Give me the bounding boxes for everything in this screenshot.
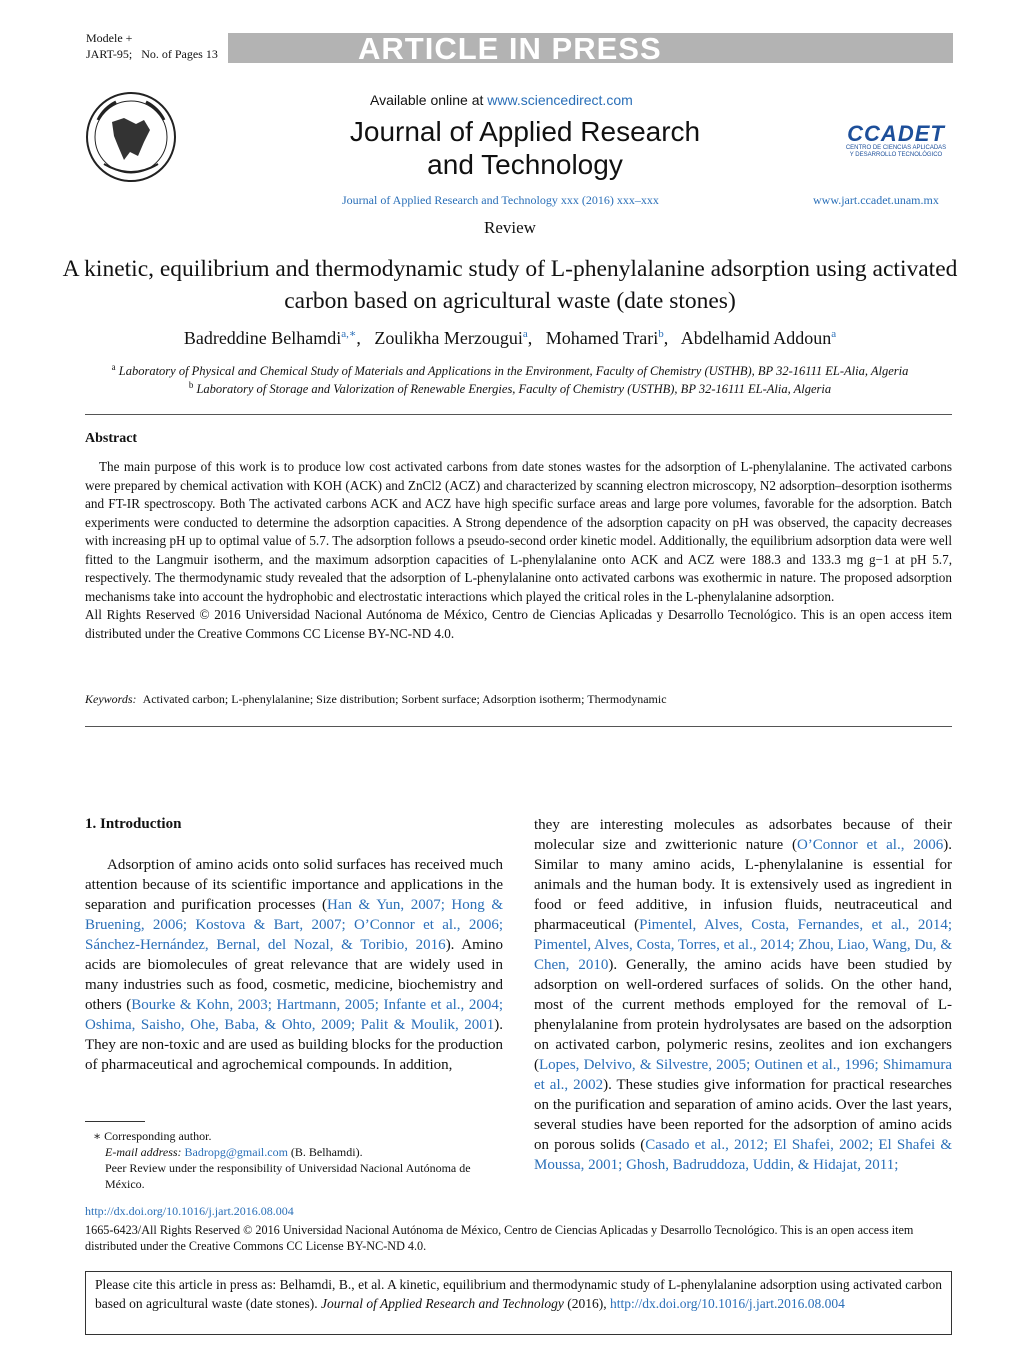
text-run: ). Generally, the amino acids have been studied by adsorption on well-ordered surfaces of solids. On the other hand, most of the current methods employed for the removal of L-phenylalanine from protein hydrolysates are based on the adsorption on activated carbon, polymeric resins, zeolites and ion exchangers ( [534,957,952,1073]
journal-citation: Journal of Applied Research and Technology xxx (2016) xxx–xxx [342,193,659,207]
cite-journal: Journal of Applied Research and Technology [321,1296,564,1311]
abstract-body [85,458,952,643]
author-name: Badreddine Belhamdi [183,328,342,348]
ccadet-subtitle-1: CENTRO DE CIENCIAS APLICADAS [845,145,947,151]
affiliation-marker: b [188,380,194,390]
citation-link[interactable]: Han & Yun, 2007; Hong & Bruening, 2006; Kostova & Bart, 2007; O’Connor et al., 2006; Sánchez-Hernández, Bernal, del Nozal, & Toribio, 2016 [85,897,503,953]
email-owner: (B. Belhamdi). [287,1145,363,1159]
available-online [370,92,633,108]
text-run: they are interesting molecules as adsorbates because of their molecular size and zwitterionic nature ( [534,817,952,853]
unam-logo [84,90,178,184]
intro-paragraph [85,855,503,1075]
article-title: A kinetic, equilibrium and thermodynamic study of L-phenylalanine adsorption using activated carbon based on agricultural waste (date stones) [62,256,958,314]
banner-text: ARTICLE IN PRESS [358,31,662,66]
author-list: Badreddine Belhamdi$^{a,∗}$, Zoulikha Merzougui$^a$, Mohamed Trari$^b$, Abdelhamid Addoun$^a$ [183,328,837,348]
pages-label: No. of Pages 13 [141,47,218,61]
intro-column-left [85,855,503,1075]
available-prefix: Available online at [370,92,488,108]
citation-link[interactable]: O’Connor et al., 2006 [796,837,944,853]
cite-year: (2016), [563,1296,607,1311]
abstract-text: The main purpose of this work is to produce low cost activated carbons from date stones wastes for the adsorption of L-phenylalanine. The activated carbons were prepared by chemical activation with KOH (ACK) and ZnCl2 (ACZ) and characterized by scanning electron microscopy, N2 adsorption–desorption isotherms and FT-IR spectroscopy. Both The activated carbons ACK and ACZ have high specific surface areas and large pore volumes, favorable for the adsorption. Batch experiments were conducted to determine the adsorption capacities. A Strong dependence of the adsorption capacity on pH was observed, the capacity decreases with increasing pH up to optimal value of 5.7. The adsorption follows a pseudo-second order kinetic model. Additionally, the equilibrium adsorption data were well fitted to the Langmuir isotherm, and the maximum adsorption capacities of L-phenylalanine onto ACK and ACZ were 188.3 and 133.3 mg g−1 at pH 5.7, respectively. The thermodynamic study revealed that the adsorption of L-phenylalanine onto activated carbons was exothermic in nature. The proposed adsorption mechanisms take into account the hydrophobic and electrostatic interactions which played the critical roles in the L-phenylalanine adsorption. [85,459,952,604]
text-run: Adsorption of amino acids onto solid surfaces has received much attention because of its scientific importance and applications in the separation and purification processes ( [85,857,503,913]
text-run: ). Amino acids are biomolecules of great relevance that are widely used in many industries such as food, cosmetic, medicine, biochemistry and others ( [85,937,503,1013]
peer-review-note: Peer Review under the responsibility of Universidad Nacional Autónoma de México. [105,1161,471,1191]
keywords [85,692,952,707]
text-run: ). Similar to many amino acids, L-phenylalanine is essential for animals and the human body. It is extensively used as ingredient in food or feed additive, in infusion fluids, neutraceutical and pharmaceutical ( [534,837,952,933]
email-link[interactable]: Badropg@gmail.com [184,1145,288,1159]
text-run: ). These studies give information for practical researches on the purification and separation of amino acids. Over the last years, several studies have been reported for the adsorption of amino acids on porous solids ( [534,1077,952,1153]
citation-link[interactable]: Bourke & Kohn, 2003; Hartmann, 2005; Infante et al., 2004; Oshima, Saisho, Ohe, Baba, & Ohto, 2009; Palit & Moulik, 2001 [85,997,504,1033]
footnotes [85,1128,503,1192]
article-in-press-banner [228,31,953,66]
citation-link[interactable]: Lopes, Delvivo, & Silvestre, 2005; Outinen et al., 1996; Shimamura et al., 2002 [534,1057,952,1093]
ccadet-wordmark: CCADET [847,121,945,146]
ccadet-logo [838,123,954,159]
section-heading: 1. Introduction [85,816,182,832]
citation-link[interactable]: Casado et al., 2012; El Shafei, 2002; El Shafei & Moussa, 2001; Ghosh, Badruddoza, Uddin, & Hidajat, 2011; [534,1137,952,1173]
keywords-list: Activated carbon; L-phenylalanine; Size distribution; Sorbent surface; Adsorption isotherm; Thermodynamic [142,692,667,706]
journal-title: Journal of Applied Research and Technology [349,116,701,180]
author-affil-sup[interactable]: b [658,328,664,340]
corresponding-author: ∗ Corresponding author. [93,1129,212,1143]
email-line [85,1144,503,1160]
divider [85,414,952,415]
article-type: Review [484,218,536,237]
manuscript-info [86,30,218,62]
affiliation-a [60,362,960,379]
model-label: Modele + [86,31,133,45]
citation-link[interactable]: Pimentel, Alves, Costa, Fernandes, et al., 2014; Pimentel, Alves, Costa, Torres, et al., 2014; Zhou, Liao, Wang, Du, & Chen, 2010 [534,917,952,973]
author-affil-sup[interactable]: a [831,328,837,340]
citation-box [85,1271,952,1335]
author-name: Mohamed Trari [545,328,659,348]
author-name: Zoulikha Merzougui [374,328,523,348]
affiliation-text: Laboratory of Storage and Valorization of Renewable Energies, Faculty of Chemistry (USTHB), BP 32-16111 EL-Alia, Algeria [196,382,832,397]
affiliation-text: Laboratory of Physical and Chemical Study of Materials and Applications in the Environment, Faculty of Chemistry (USTHB), BP 32-16111 EL-Alia, Algeria [118,364,909,379]
doi-link[interactable]: http://dx.doi.org/10.1016/j.jart.2016.08.004 [85,1204,294,1218]
citation-text [95,1275,942,1313]
author-affil-sup[interactable]: a [522,328,528,340]
email-label: E-mail address: [105,1145,182,1159]
text-run: ). They are non-toxic and are used as building blocks for the production of pharmaceutical and agrochemical compounds. In addition, [85,1017,503,1073]
affiliation-b [60,380,960,397]
footnote-divider [85,1121,145,1122]
ref-label: JART-95; [86,47,133,61]
journal-url-link[interactable]: www.jart.ccadet.unam.mx [813,193,939,207]
cite-prefix: Please cite this article in press as: Belhamdi, B., et al. A kinetic, equilibrium and thermodynamic study of L-phenylalanine adsorption using activated carbon based on agricultural waste (date stones). [95,1277,942,1311]
intro-column-right [534,815,952,1175]
copyright-notice: 1665-6423/All Rights Reserved © 2016 Universidad Nacional Autónoma de México, Centro de Ciencias Aplicadas y Desarrollo Tecnológico. This is an open access item distributed under the Creative Commons CC License BY-NC-ND 4.0. [85,1223,914,1253]
ccadet-subtitle-2: Y DESARROLLO TECNOLÓGICO [849,152,943,158]
cite-doi-link[interactable]: http://dx.doi.org/10.1016/j.jart.2016.08.004 [610,1296,845,1311]
sciencedirect-link[interactable]: www.sciencedirect.com [487,92,633,108]
keywords-label: Keywords: [85,692,137,706]
abstract-rights: All Rights Reserved © 2016 Universidad Nacional Autónoma de México, Centro de Ciencias Aplicadas y Desarrollo Tecnológico. This is an open access item distributed under the Creative Commons CC License BY-NC-ND 4.0. [85,607,952,641]
abstract-heading: Abstract [85,431,138,446]
author-affil-sup[interactable]: a,∗ [341,328,357,340]
author-name: Abdelhamid Addoun [680,328,832,348]
intro-paragraph [534,815,952,1175]
affiliation-marker: a [111,362,116,372]
divider [85,726,952,727]
